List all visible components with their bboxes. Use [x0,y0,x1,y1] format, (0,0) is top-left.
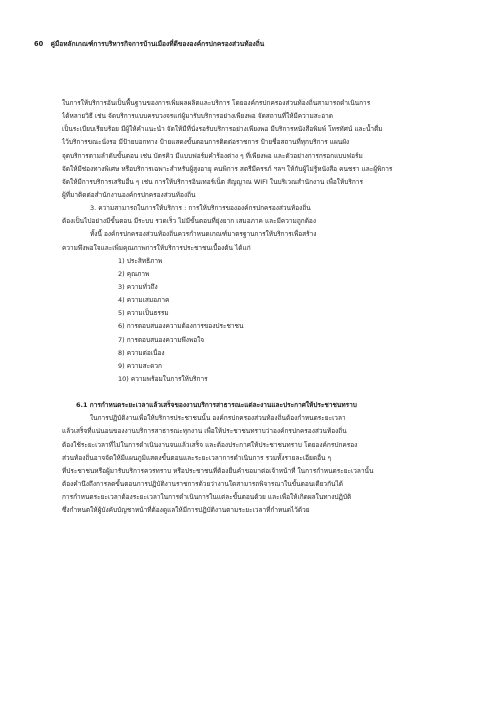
text-line: ที่ประชาชนหรือผู้มารับบริการควรทราบ หรือประชาชนที่ต้องยื่นคำขอมาต่อเจ้าหน้าที่ ในการกำหนดระยะเวลานั้น [62,466,374,475]
list-item: 5) ความเป็นธรรม [118,309,169,318]
list-item: 6) การตอบสนองความต้องการของประชาชน [118,322,244,331]
text-line: ต้องคำนึงถึงการลดขั้นตอนการปฏิบัติงานราชการด้วยว่างานใดสามารถพิจารณาในขั้นตอนเดียวกันได้ [62,479,343,488]
text-line: ต้องเป็นไปอย่างมีขั้นตอน มีระบบ รวดเร็ว ไม่มีขั้นตอนที่ยุ่งยาก เสมอภาค และมีความถูกต้อง [62,217,317,226]
list-item: 2) คุณภาพ [118,269,150,278]
list-item: 1) ประสิทธิภาพ [118,256,163,265]
text-line: จุดบริการตามลำดับขั้นตอน เช่น บัตรคิว มีแบบฟอร์มคำร้องต่าง ๆ ที่เพียงพอ และตัวอย่างการกรอกแบบฟอร์ม [62,151,363,160]
list-item: 7) การตอบสนองความพึงพอใจ [118,335,205,344]
criteria-list [62,255,446,386]
paragraph-2 [62,228,446,254]
spacer [62,386,446,399]
text-line: จัดให้มีการบริการเสริมอื่น ๆ เช่น การให้บริการอินเทอร์เน็ต สัญญาณ WIFI ในบริเวณสำนักงาน เพื่อให้บริการ [62,177,363,186]
running-title: คู่มือหลักเกณฑ์การบริหารกิจการบ้านเมืองที่ดีขององค์กรปกครองส่วนท้องถิ่น [50,40,265,48]
page-header [34,38,264,49]
text-line: ความพึงพอใจและเพิ่มคุณภาพการให้บริการประชาชนเบื้องต้น ได้แก่ [62,243,251,252]
list-item: 10) ความพร้อมในการให้บริการ [118,374,208,383]
list-item: 9) ความสะดวก [118,361,162,370]
text-line: ส่วนท้องถิ่นอาจจัดให้มีแผนภูมิแสดงขั้นตอนและระยะเวลาการดำเนินการ รวมทั้งรายละเอียดอื่น ๆ [62,453,331,462]
list-item: 4) ความเสมอภาค [118,296,170,305]
section-6-1 [62,399,446,517]
page-body [62,97,446,517]
text-line: เป็นระเบียบเรียบร้อย มีผู้ให้คำแนะนำ จัดให้มีที่นั่งรอรับบริการอย่างเพียงพอ มีบริการหนังสือพิมพ์ โทรทัศน์ และน้ำดื่ม [62,125,383,134]
text-line: ทั้งนี้ องค์กรปกครองส่วนท้องถิ่นควรกำหนดเกณฑ์มาตรฐานการให้บริการเพื่อสร้าง [90,230,317,239]
text-line: ไว้บริการขณะนั่งรอ มีป้ายบอกทาง ป้ายแสดงขั้นตอนการติดต่อราชการ ป้ายชื่อสถานที่ทุกบริการ แผนผัง [62,138,350,147]
text-line: ในการให้บริการอันเป็นพื้นฐานของการเพิ่มผลผลิตและบริการ โดยองค์กรปกครองส่วนท้องถิ่นสามารถดำเนินการ [62,99,371,107]
text-line: แล้วเสร็จที่แน่นอนของงานบริการสาธารณะทุกงาน เพื่อให้ประชาชนทราบว่าองค์กรปกครองส่วนท้องถิ่น [62,427,347,436]
text-line: ผู้ที่มาติดต่อสำนักงานองค์กรปกครองส่วนท้องถิ่น [62,190,196,199]
text-line: ซึ่งกำหนดให้ผู้บังคับบัญชาหน้าที่ต้องดูแลให้มีการปฏิบัติงานตามระยะเวลาที่กำหนดไว้ด้วย [62,506,310,515]
paragraph-1 [62,97,446,202]
text-line: ได้หลายวิธี เช่น จัดบริการแบบครบวงจรแก่ผู้มารับบริการอย่างเพียงพอ จัดสถานที่ให้มีความสะอาด [62,112,333,121]
text-line: ต้องใช้ระยะเวลาที่ไม่ในการดำเนินงานจนแล้วเสร็จ และต้องประกาศให้ประชาชนทราบ โดยองค์กรปกครอง [62,440,358,449]
page-number: 60 [34,40,44,48]
text-line: ในการปฏิบัติงานเพื่อให้บริการประชาชนนั้น องค์กรปกครองส่วนท้องถิ่นต้องกำหนดระยะเวลา [90,414,346,423]
section-heading: 6.1 การกำหนดระยะเวลาแล้วเสร็จของงานบริการสาธารณะแต่ละงานและประกาศให้ประชาชนทราบ [76,401,357,410]
list-item: 3) ความทั่วถึง [118,282,158,291]
item-3 [62,202,446,228]
text-line: จัดให้มีช่องทางพิเศษ หรือบริการเฉพาะสำหรับผู้สูงอายุ คนพิการ สตรีมีครรภ์ ฯลฯ ให้กับผู้ไม่รู้หนังสือ คนชรา และผู้พิการ [62,164,393,173]
text-line: การกำหนดระยะเวลาต้องระยะเวลาในการดำเนินการในแต่ละขั้นตอนด้วย และเพื่อให้เกิดผลในทางปฏิบัติ [62,493,352,502]
text-line: 3. ความสามารถในการให้บริการ : การให้บริการขององค์กรปกครองส่วนท้องถิ่น [90,204,311,213]
list-item: 8) ความต่อเนื่อง [118,348,165,357]
